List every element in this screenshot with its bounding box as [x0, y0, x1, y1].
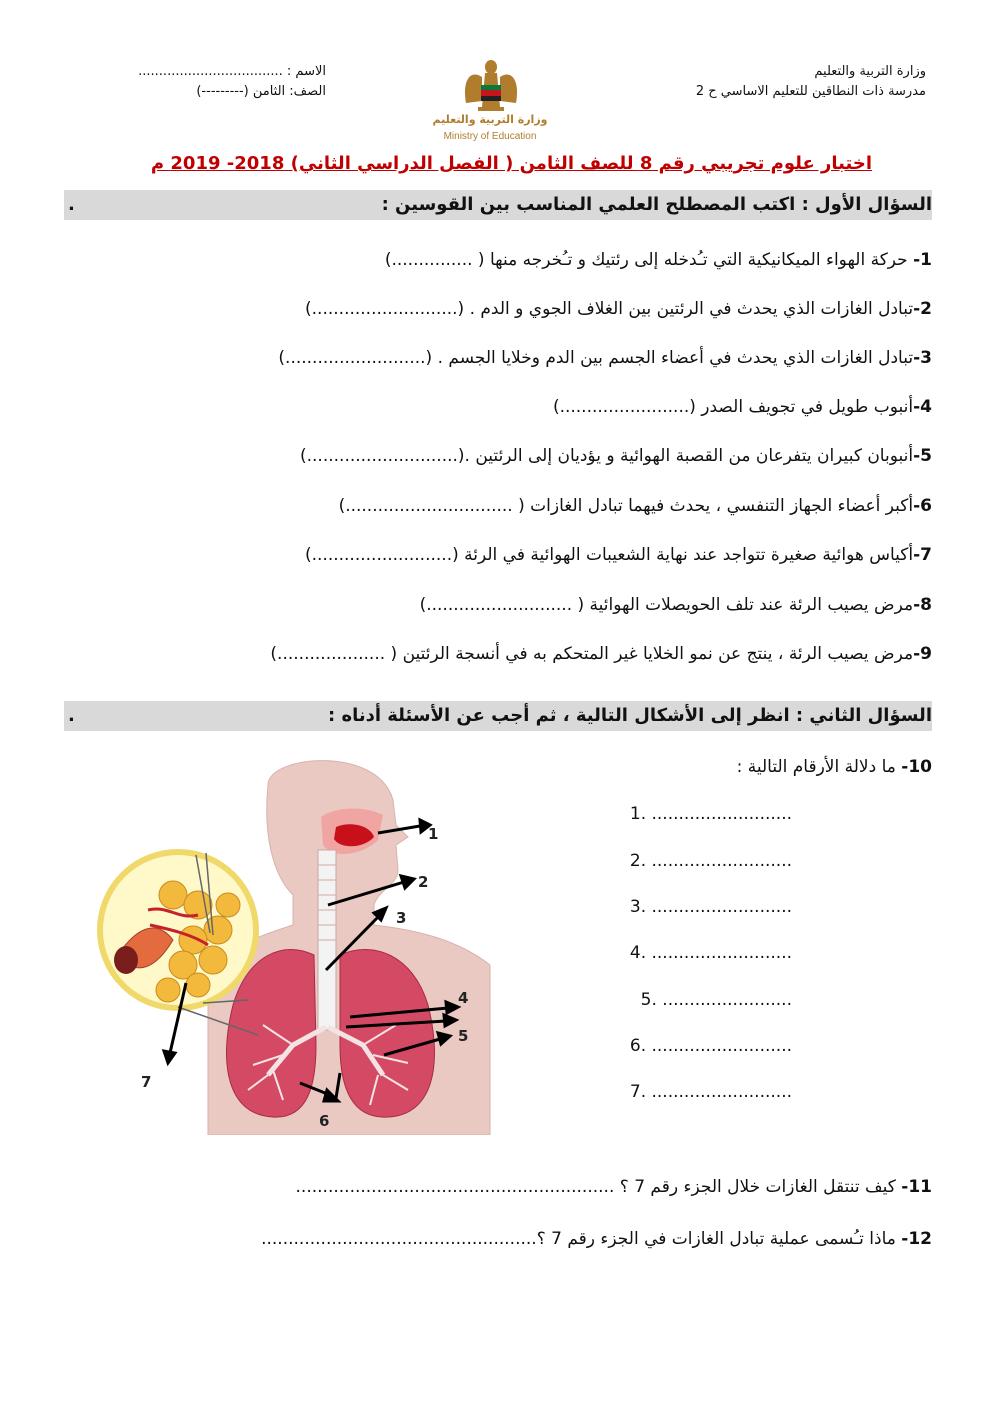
question-text[interactable]: ماذا تـُسمى عملية تبادل الغازات في الجزء رقم 7 ؟...................................................	[261, 1229, 902, 1249]
section-1-heading	[64, 190, 932, 220]
question-12	[52, 1226, 932, 1252]
question-number: 7-	[913, 545, 932, 565]
question-number: 8-	[913, 595, 932, 615]
question-11	[52, 1174, 932, 1200]
figure-label-6: 6	[319, 1112, 330, 1130]
answer-line-7[interactable]: 7. ..........................	[629, 1082, 792, 1102]
question-text: ما دلالة الأرقام التالية :	[736, 757, 902, 777]
question-number: 1-	[913, 250, 932, 270]
figure-label-3: 3	[396, 909, 407, 927]
question-9	[52, 641, 932, 667]
figure-label-5: 5	[458, 1027, 469, 1045]
question-text: تبادل الغازات الذي يحدث في أعضاء الجسم بين الدم وخلايا الجسم . (..........................)	[278, 348, 914, 368]
question-3	[52, 345, 932, 371]
class-field: الصف: الثامن (---------)	[196, 84, 326, 99]
question-5	[52, 443, 932, 469]
question-10	[532, 754, 932, 780]
figure-label-1: 1	[428, 825, 439, 843]
question-7	[52, 542, 932, 568]
header-school-info	[696, 62, 926, 102]
answer-line-4[interactable]: 4. ..........................	[629, 943, 792, 963]
name-field[interactable]: الاسم : ...................................	[138, 64, 326, 79]
page-title: اختبار علوم تجريبي رقم 8 للصف الثامن ( الفصل الدراسي الثاني) 2018- 2019 م	[150, 153, 872, 174]
school-name: مدرسة ذات النطاقين للتعليم الاساسي ح 2	[695, 84, 926, 99]
figure-label-2: 2	[418, 873, 429, 891]
question-text[interactable]: كيف تنتقل الغازات خلال الجزء رقم 7 ؟ ...........................................................	[295, 1177, 902, 1197]
answer-line-5[interactable]: 5. ........................	[640, 990, 792, 1010]
question-2	[52, 296, 932, 322]
question-number: 5-	[913, 446, 932, 466]
section-2-heading-dot: .	[68, 705, 75, 726]
question-text: مرض يصيب الرئة ، ينتج عن نمو الخلايا غير المتحكم به في أنسجة الرئتين ( ....................)	[270, 644, 914, 664]
answer-line-1[interactable]: 1. ..........................	[629, 804, 792, 824]
question-number: 3-	[913, 348, 932, 368]
question-number: 2-	[913, 299, 932, 319]
question-number: 6-	[913, 496, 932, 516]
question-number: 4-	[913, 397, 932, 417]
question-text: أنبوبان كبيران يتفرعان من القصبة الهوائية و يؤديان إلى الرئتين .(............................)	[299, 446, 914, 466]
figure-label-4: 4	[458, 989, 469, 1007]
section-1-heading-text: السؤال الأول : اكتب المصطلح العلمي المناسب بين القوسين :	[381, 194, 932, 215]
header-student-info	[96, 62, 326, 102]
section-1-heading-dot: .	[68, 194, 75, 215]
figure-label-7: 7	[141, 1073, 152, 1091]
question-text: أكياس هوائية صغيرة تتواجد عند نهاية الشعيبات الهوائية في الرئة (..........................)	[304, 545, 914, 565]
logo-english-text: Ministry of Education	[443, 131, 537, 142]
question-text: أكبر أعضاء الجهاز التنفسي ، يحدث فيهما تبادل الغازات ( ...............................)	[338, 496, 914, 516]
answer-line-2[interactable]: 2. ..........................	[629, 851, 792, 871]
question-number: 11-	[901, 1177, 932, 1197]
answer-line-3[interactable]: 3. ..........................	[629, 897, 792, 917]
question-1	[52, 247, 932, 273]
respiratory-system-diagram	[78, 745, 558, 1135]
question-text: مرض يصيب الرئة عند تلف الحويصلات الهوائية ( ...........................)	[419, 595, 914, 615]
question-number: 10-	[901, 757, 932, 777]
question-6	[52, 493, 932, 519]
question-number: 9-	[913, 644, 932, 664]
question-8	[52, 592, 932, 618]
question-text: تبادل الغازات الذي يحدث في الرئتين بين الغلاف الجوي و الدم . (...........................)	[305, 299, 914, 319]
section-2-heading-text: السؤال الثاني : انظر إلى الأشكال التالية ، ثم أجب عن الأسئلة أدناه :	[327, 705, 932, 726]
answer-line-6[interactable]: 6. ..........................	[629, 1036, 792, 1056]
section-2-heading	[64, 701, 932, 731]
question-text: أنبوب طويل في تجويف الصدر (........................)	[552, 397, 914, 417]
logo-arabic-text: وزارة التربية والتعليم	[432, 113, 548, 126]
question-number: 12-	[901, 1229, 932, 1249]
ministry-name: وزارة التربية والتعليم	[814, 64, 926, 79]
question-text: حركة الهواء الميكانيكية التي تـُدخله إلى رئتيك و تـُخرجه منها ( ...............)	[384, 250, 914, 270]
question-4	[52, 394, 932, 420]
